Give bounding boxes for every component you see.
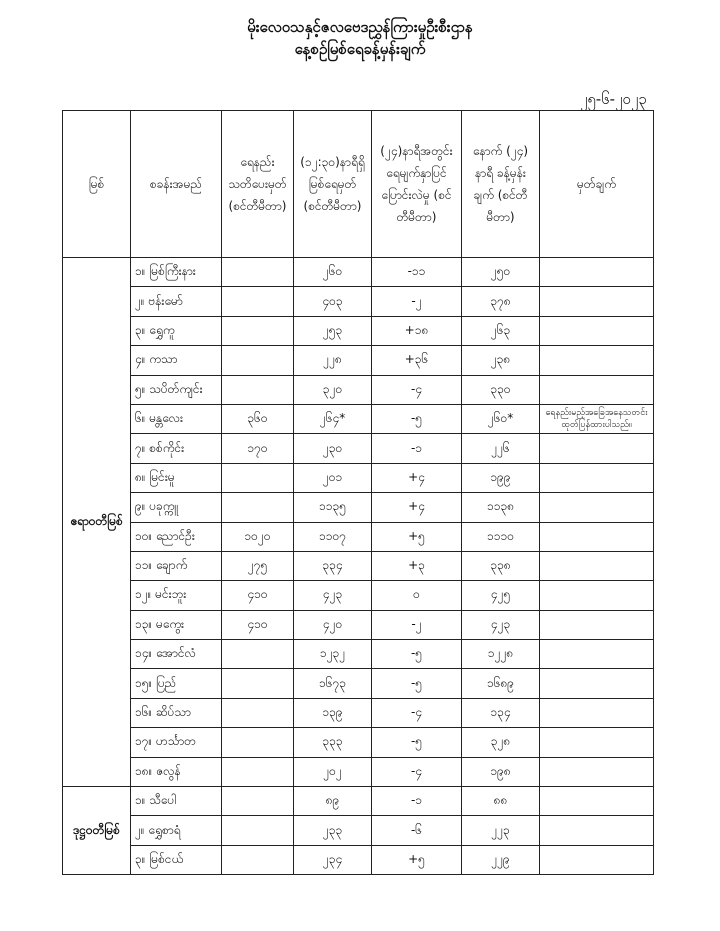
table-row: [63, 316, 654, 345]
change-cell: -၄: [372, 698, 462, 727]
current-level-cell: ၂၀၁: [294, 463, 372, 492]
change-cell: -၅: [372, 669, 462, 698]
change-cell: ၀: [372, 581, 462, 610]
table-row: [63, 640, 654, 669]
danger-level-cell: ၁၇၀: [222, 434, 294, 463]
current-level-cell: ၁၆၇၃: [294, 669, 372, 698]
change-cell: -၄: [372, 375, 462, 404]
station-name: ၁၁။ ချောက်: [131, 551, 222, 580]
station-name: ၅။ သပိတ်ကျင်း: [131, 375, 222, 404]
report-date: ၂၅-၆-၂၀၂၃: [580, 90, 647, 108]
remark-cell: [540, 845, 654, 874]
remark-cell: [540, 757, 654, 786]
danger-level-cell: [222, 346, 294, 375]
danger-level-cell: [222, 669, 294, 698]
forecast-cell: ၃၇၈: [462, 287, 540, 316]
station-name: ၁၇။ ဟင်္သာတ: [131, 728, 222, 757]
danger-level-cell: [222, 287, 294, 316]
current-level-cell: ၂၅၃: [294, 316, 372, 345]
change-cell: -၅: [372, 728, 462, 757]
danger-level-cell: [222, 845, 294, 874]
remark-cell: [540, 287, 654, 316]
station-name: ၂။ ဗန်းမော်: [131, 287, 222, 316]
change-cell: -၅: [372, 640, 462, 669]
remark-cell: [540, 610, 654, 639]
current-level-cell: ၃၃၃: [294, 728, 372, 757]
remark-cell: [540, 493, 654, 522]
remark-cell: [540, 816, 654, 845]
forecast-cell: ၂၃၈: [462, 346, 540, 375]
forecast-cell: ၂၅၀: [462, 258, 540, 287]
danger-level-cell: ၃၆၀: [222, 404, 294, 433]
table-row: [63, 816, 654, 845]
remark-cell: [540, 640, 654, 669]
change-cell: -၂: [372, 610, 462, 639]
change-cell: -၆: [372, 816, 462, 845]
change-cell: -၁၁: [372, 258, 462, 287]
danger-level-cell: [222, 258, 294, 287]
page-subtitle: နေ့စဉ်မြစ်ရေခန့်မှန်းချက်: [294, 40, 426, 58]
current-level-cell: ၂၃၀: [294, 434, 372, 463]
remark-cell: [540, 551, 654, 580]
table-row: [63, 493, 654, 522]
current-level-cell: ၂၃၄: [294, 845, 372, 874]
current-level-cell: ၂၆၀: [294, 258, 372, 287]
table-row: [63, 610, 654, 639]
station-name: ၇။ စစ်ကိုင်း: [131, 434, 222, 463]
table-row: [63, 404, 654, 433]
danger-level-cell: ၄၁၀: [222, 610, 294, 639]
col-header-danger-level: ရေနည်း သတိပေးမှတ် (စင်တီမီတာ): [222, 111, 294, 258]
table-row: [63, 434, 654, 463]
current-level-cell: ၃၂၀: [294, 375, 372, 404]
forecast-cell: ၁၁၃၈: [462, 493, 540, 522]
danger-level-cell: [222, 640, 294, 669]
table-row: [63, 522, 654, 551]
forecast-cell: ၁၂၂၈: [462, 640, 540, 669]
forecast-cell: ၁၆၈၉: [462, 669, 540, 698]
remark-cell: [540, 581, 654, 610]
danger-level-cell: ၁၀၂၀: [222, 522, 294, 551]
change-cell: -၄: [372, 757, 462, 786]
change-cell: +၃: [372, 551, 462, 580]
table-row: [63, 375, 654, 404]
remark-cell: [540, 258, 654, 287]
station-name: ၁၆။ ဆိပ်သာ: [131, 698, 222, 727]
station-name: ၂။ ရွှေစာရံ: [131, 816, 222, 845]
forecast-cell: ၂၂၆: [462, 434, 540, 463]
table-row: [63, 463, 654, 492]
table-row: [63, 346, 654, 375]
remark-cell: [540, 728, 654, 757]
page-title: မိုးလေဝသနှင့်ဇလဗေဒညွှန်ကြားမှုဦးစီးဌာန: [247, 18, 473, 36]
station-name: ၁၄။ အောင်လံ: [131, 640, 222, 669]
table-row: [63, 845, 654, 874]
change-cell: -၂: [372, 287, 462, 316]
station-name: ၁၅။ ပြည်: [131, 669, 222, 698]
station-name: ၁။ မြစ်ကြီးနား: [131, 258, 222, 287]
table-row: [63, 728, 654, 757]
forecast-cell: ၂၂၃: [462, 816, 540, 845]
table-row: [63, 787, 654, 816]
current-level-cell: ၄၂၀: [294, 610, 372, 639]
remark-cell: [540, 522, 654, 551]
current-level-cell: ၄၀၃: [294, 287, 372, 316]
change-cell: +၅: [372, 522, 462, 551]
current-level-cell: ၈၉: [294, 787, 372, 816]
forecast-cell: ၂၆၀*: [462, 404, 540, 433]
current-level-cell: ၃၃၄: [294, 551, 372, 580]
danger-level-cell: ၄၁၀: [222, 581, 294, 610]
current-level-cell: ၁၁၀၇: [294, 522, 372, 551]
forecast-cell: ၂၆၃: [462, 316, 540, 345]
col-header-station: စခန်းအမည်: [131, 111, 222, 258]
col-header-remark: မှတ်ချက်: [540, 111, 654, 258]
col-header-forecast: နောက် (၂၄) နာရီ ခန့်မှန်းချက် (စင်တီမီတာ): [462, 111, 540, 258]
danger-level-cell: [222, 698, 294, 727]
danger-level-cell: [222, 375, 294, 404]
change-cell: +၄: [372, 493, 462, 522]
forecast-cell: ၁၁၁၀: [462, 522, 540, 551]
remark-cell: [540, 698, 654, 727]
station-name: ၈။ မြင်းမူ: [131, 463, 222, 492]
change-cell: +၁၈: [372, 316, 462, 345]
remark-cell: [540, 787, 654, 816]
table-row: [63, 698, 654, 727]
forecast-cell: ၁၉၉: [462, 463, 540, 492]
danger-level-cell: [222, 816, 294, 845]
current-level-cell: ၁၂၃၂: [294, 640, 372, 669]
current-level-cell: ၂၂၈: [294, 346, 372, 375]
remark-cell: [540, 669, 654, 698]
station-name: ၁။ သီပေါ: [131, 787, 222, 816]
col-header-current-level: (၁၂:၃၀)နာရီရှိ မြစ်ရေမှတ် (စင်တီမီတာ): [294, 111, 372, 258]
change-cell: -၅: [372, 404, 462, 433]
station-name: ၆။ မန္တလေး: [131, 404, 222, 433]
station-name: ၃။ ရွှေကူ: [131, 316, 222, 345]
remark-cell: ရေနည်းမည့်အခြေအနေသတင်း ထုတ်ပြန်ထားပါသည်။: [540, 404, 654, 433]
table-row: [63, 757, 654, 786]
remark-cell: [540, 375, 654, 404]
current-level-cell: ၂၀၂: [294, 757, 372, 786]
danger-level-cell: [222, 757, 294, 786]
river-name: ဧရာဝတီမြစ်: [63, 258, 131, 787]
col-header-change: (၂၄)နာရီအတွင်း ရေမျက်နှာပြင် ပြောင်းလဲမှု (စင်တီမီတာ): [372, 111, 462, 258]
danger-level-cell: [222, 787, 294, 816]
river-forecast-table: [62, 110, 654, 875]
table-row: [63, 287, 654, 316]
danger-level-cell: ၂၇၅: [222, 551, 294, 580]
change-cell: +၃၆: [372, 346, 462, 375]
change-cell: -၁: [372, 434, 462, 463]
station-name: ၁၀။ ညောင်ဦး: [131, 522, 222, 551]
current-level-cell: ၂၆၄*: [294, 404, 372, 433]
river-name: ဒုဋ္ဌဝတီမြစ်: [63, 787, 131, 875]
change-cell: -၁: [372, 787, 462, 816]
danger-level-cell: [222, 728, 294, 757]
forecast-cell: ၄၂၃: [462, 610, 540, 639]
current-level-cell: ၄၂၃: [294, 581, 372, 610]
station-name: ၄။ ကသာ: [131, 346, 222, 375]
change-cell: +၅: [372, 845, 462, 874]
remark-cell: [540, 463, 654, 492]
forecast-cell: ၁၉၈: [462, 757, 540, 786]
forecast-cell: ၄၂၅: [462, 581, 540, 610]
table-header-row: [63, 111, 654, 258]
station-name: ၁၃။ မကွေး: [131, 610, 222, 639]
danger-level-cell: [222, 316, 294, 345]
station-name: ၃။ မြစ်ငယ်: [131, 845, 222, 874]
station-name: ၉။ ပခုက္ကူ: [131, 493, 222, 522]
current-level-cell: ၁၁၃၅: [294, 493, 372, 522]
remark-cell: [540, 346, 654, 375]
table-row: [63, 551, 654, 580]
forecast-cell: ၂၂၉: [462, 845, 540, 874]
current-level-cell: ၁၃၉: [294, 698, 372, 727]
danger-level-cell: [222, 493, 294, 522]
station-name: ၁၂။ မင်းဘူး: [131, 581, 222, 610]
forecast-cell: ၁၃၄: [462, 698, 540, 727]
forecast-cell: ၃၃၈: [462, 551, 540, 580]
remark-cell: [540, 434, 654, 463]
table-row: [63, 581, 654, 610]
table-body: [63, 258, 654, 875]
remark-cell: [540, 316, 654, 345]
station-name: ၁၈။ ဇလွန်: [131, 757, 222, 786]
danger-level-cell: [222, 463, 294, 492]
table-row: [63, 258, 654, 287]
current-level-cell: ၂၃၃: [294, 816, 372, 845]
forecast-cell: ၃၃၀: [462, 375, 540, 404]
forecast-cell: ၃၂၈: [462, 728, 540, 757]
table-row: [63, 669, 654, 698]
forecast-cell: ၈၈: [462, 787, 540, 816]
col-header-river: မြစ်: [63, 111, 131, 258]
change-cell: +၄: [372, 463, 462, 492]
